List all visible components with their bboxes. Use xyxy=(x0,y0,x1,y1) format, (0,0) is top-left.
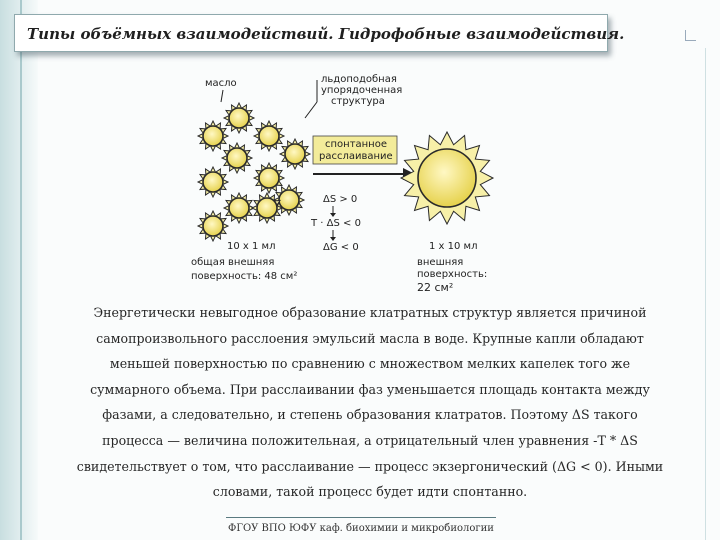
arrow-down-1 xyxy=(330,213,336,217)
hydrophobic-figure xyxy=(185,62,495,298)
ice-label-1: льдоподобная xyxy=(321,74,397,85)
small-droplet-9-core xyxy=(229,198,249,218)
small-droplet-4-core xyxy=(285,144,305,164)
left-decor-bar xyxy=(0,0,38,540)
figure-svg xyxy=(185,62,495,298)
large-droplet-core xyxy=(418,149,476,207)
small-droplet-3-core xyxy=(259,126,279,146)
right-volume: 1 x 10 мл xyxy=(429,241,478,252)
small-droplet-5-core xyxy=(227,148,247,168)
delta-s-text: ΔS > 0 xyxy=(323,194,358,205)
separation-label-1: спонтанное xyxy=(325,139,387,150)
small-droplet-10-core xyxy=(257,198,277,218)
body-paragraph xyxy=(70,300,670,505)
large-droplet xyxy=(401,132,493,224)
body-line: фазами, а следовательно, и степень образования клатратов. Поэтому ΔS такого xyxy=(102,407,638,423)
t-delta-s-text: T · ΔS < 0 xyxy=(311,218,361,229)
slide-title: Типы объёмных взаимодействий. Гидрофобные взаимодействия. xyxy=(27,25,625,43)
left-surface-2: поверхность: 48 см² xyxy=(191,271,298,282)
footer xyxy=(226,517,496,538)
small-droplet-8-core xyxy=(279,190,299,210)
right-surface-3: 22 см² xyxy=(417,281,454,294)
oil-pointer xyxy=(221,90,223,102)
body-line: процесса — величина положительная, а отрицательный член уравнения -T * ΔS xyxy=(102,432,638,448)
corner-decor xyxy=(685,30,696,41)
small-droplet-1-core xyxy=(229,108,249,128)
left-surface-1: общая внешняя xyxy=(191,257,275,268)
title-box xyxy=(14,14,625,52)
right-decor-line xyxy=(705,48,706,540)
body-line: Энергетически невыгодное образование клатратных структур является причиной xyxy=(93,305,647,320)
body-line: меньшей поверхностью по сравнению с множеством мелких капелек того же xyxy=(109,356,631,372)
body-line: свидетельствует о том, что расслаивание — процесс экзергонический (ΔG < 0). Иными xyxy=(76,458,664,474)
body-line: суммарного объема. При расслаивании фаз уменьшается площадь контакта между xyxy=(90,381,650,397)
ice-label-3: структура xyxy=(331,96,385,107)
right-surface-2: поверхность: xyxy=(417,269,488,280)
small-droplet-11-core xyxy=(203,216,223,236)
left-volume: 10 x 1 мл xyxy=(227,241,276,252)
small-droplet-2-core xyxy=(203,126,223,146)
body-line: самопроизвольного расслоения эмульсий масла в воде. Крупные капли обладают xyxy=(96,330,644,346)
small-droplets xyxy=(198,103,310,241)
separation-label-2: расслаивание xyxy=(319,151,393,162)
right-surface-1: внешняя xyxy=(417,257,464,268)
delta-g-text: ΔG < 0 xyxy=(323,242,359,253)
ice-label-2: упорядоченная xyxy=(321,85,403,96)
arrow-down-2 xyxy=(330,237,336,241)
small-droplet-7-core xyxy=(259,168,279,188)
small-droplet-6-core xyxy=(203,172,223,192)
footer-text: ФГОУ ВПО ЮФУ каф. биохимии и микробиологии xyxy=(228,523,494,534)
left-decor-line xyxy=(20,0,22,540)
body-line: словами, такой процесс будет идти спонтанно. xyxy=(212,484,528,500)
oil-label: масло xyxy=(205,78,237,89)
ice-pointer xyxy=(305,102,317,118)
